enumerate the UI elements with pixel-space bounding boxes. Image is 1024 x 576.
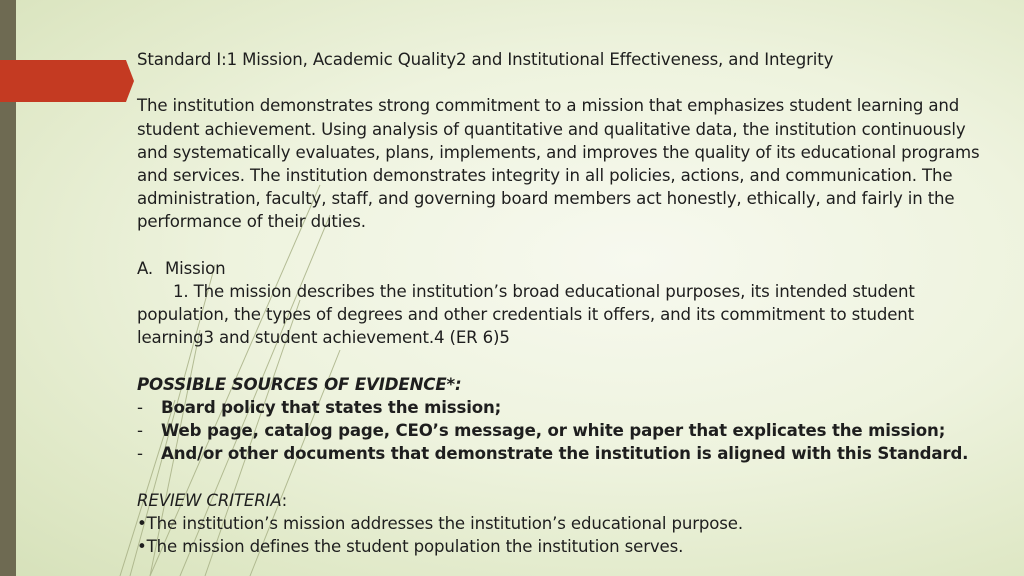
evidence-item [137, 396, 987, 419]
mission-item: 1. The mission describes the institution’s broad educational purposes, its intended student population, the types of degrees and other credentials it offers, and its commitment to student learning3 and student achievement.4 (ER 6)5 [137, 282, 915, 348]
section-title: Mission [165, 258, 226, 278]
review-heading: REVIEW CRITERIA [137, 490, 282, 510]
review-colon: : [281, 490, 288, 510]
evidence-item-text: Board policy that states the mission; [161, 398, 502, 417]
dash-marker: - [137, 444, 143, 464]
section-letter: A. [137, 258, 154, 278]
dash-marker: - [137, 421, 143, 441]
review-item: •The mission defines the student population the institution serves. [137, 537, 684, 557]
evidence-item [137, 442, 987, 465]
evidence-heading: POSSIBLE SOURCES OF EVIDENCE*: [137, 374, 462, 394]
review-heading-line [137, 489, 987, 512]
section-heading [137, 257, 987, 280]
review-item: •The institution’s mission addresses the institution’s educational purpose. [137, 514, 743, 533]
evidence-item-text: And/or other documents that demonstrate the institution is aligned with this Standard. [161, 444, 969, 464]
slide-heading: Standard I:1 Mission, Academic Quality2 and Institutional Effectiveness, and Integrity [137, 50, 834, 69]
slide-content [137, 48, 987, 558]
dash-marker: - [137, 398, 143, 417]
red-arrow-shape [0, 60, 134, 102]
intro-paragraph: The institution demonstrates strong commitment to a mission that emphasizes student learning and student achievement. Using analysis of quantitative and qualitative data, the institution continuously and systematically evaluates, plans, implements, and improves the quality of its educational programs and services. The institution demonstrates integrity in all policies, actions, and communication. The administration, faculty, staff, and governing board members act honestly, ethically, and fairly in the performance of their duties. [137, 96, 980, 232]
evidence-item-text: Web page, catalog page, CEO’s message, or white paper that explicates the mission; [161, 421, 946, 441]
evidence-item [137, 419, 987, 442]
